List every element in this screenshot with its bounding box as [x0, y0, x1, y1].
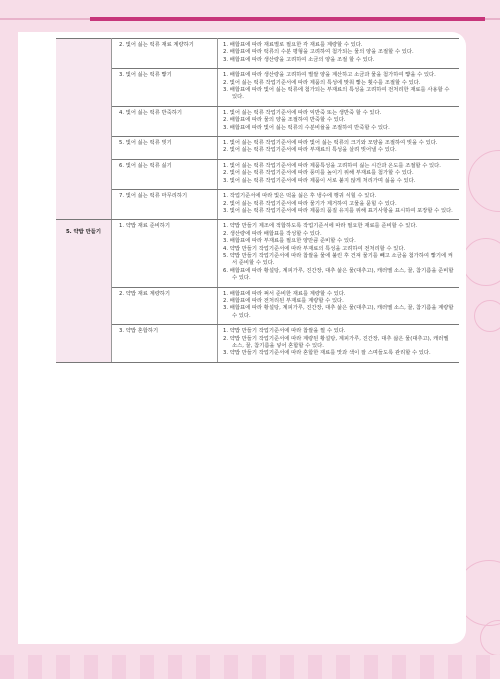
table-row — [56, 220, 459, 287]
criteria-cell — [218, 39, 460, 69]
criteria-item: 1. 배합표에 따라 생산량을 고려하여 별쌀 양을 계산하고 소금과 물을 첨가하여 빻을 수 있다. — [223, 72, 436, 79]
task-cell — [112, 159, 218, 189]
unit-name — [60, 42, 107, 48]
criteria-cell — [218, 287, 460, 325]
criteria-item: 1. 약밥 만들기 제조에 적합하도록 작업기준서에 따라 필요한 재료를 준비할 수 있다. — [223, 223, 418, 230]
task-name: 1. 약밥 재료 준비하기 — [119, 223, 171, 230]
task-cell — [112, 39, 218, 69]
task-cell — [112, 325, 218, 363]
task-name: 3. 빛어 싫는 떡류 빻기 — [119, 72, 172, 79]
bottom-pattern-band — [0, 655, 500, 679]
unit-cell — [56, 39, 112, 220]
criteria-item: 2. 배합표에 따라 떡류의 수분 평형을 고려하여 첨가되는 물의 양을 조절할 수 있다. — [223, 49, 414, 56]
criteria-item: 3. 배합표에 따라 빛어 싫는 떡류의 수분비율을 조절하여 반죽할 수 있다. — [223, 124, 390, 131]
criteria-item: 2. 빛어 싫는 떡류 작업기준서에 따라 물기가 제거하여 고물을 묻힐 수 있다. — [223, 200, 397, 207]
table-row — [56, 287, 459, 325]
criteria-item: 2. 빛어 싫는 떡류 작업기준서에 따라 풍미를 높이기 위해 부재료를 첨가할 수 있다. — [223, 170, 414, 177]
table-row — [56, 39, 459, 69]
criteria-cell — [218, 220, 460, 287]
table-row — [56, 159, 459, 189]
task-name: 5. 빛어 싫는 떡류 빚기 — [119, 140, 172, 147]
criteria-item: 2. 빛어 싫는 떡류 작업기준서에 따라 부재료의 특성을 살려 빚어낼 수 있다. — [223, 147, 397, 154]
criteria-item: 2. 빛어 싫는 떡류 작업기준서에 따라 제품의 특성에 맞춰 빻는 횟수를 조절할 수 있다. — [223, 79, 421, 86]
task-name: 7. 빛어 싫는 떡류 마무리하기 — [119, 193, 188, 200]
task-name: 6. 빛어 싫는 떡류 싫기 — [119, 162, 172, 169]
table-row — [56, 69, 459, 107]
task-name: 2. 약밥 재료 계량하기 — [119, 290, 171, 297]
criteria-item: 1. 배합표에 따라 재료별로 필요한 각 재료를 계량할 수 있다. — [223, 42, 363, 48]
page-sheet — [18, 32, 466, 644]
competency-table — [56, 38, 459, 363]
criteria-item: 1. 작업기준서에 따라 빛은 떡을 싫은 후 냉수에 행궈 식힐 수 있다. — [223, 193, 377, 200]
task-name: 3. 약밥 혼합하기 — [119, 328, 159, 335]
criteria-item: 3. 배합표에 따라 부재료를 필요한 양만큼 준비할 수 있다. — [223, 238, 356, 245]
criteria-item: 4. 약밥 만들기 작업기준서에 따라 부재료의 특성을 고려하여 전처리할 수 있다. — [223, 245, 406, 252]
table-row — [56, 325, 459, 363]
criteria-item: 6. 배합표에 따라 황설탕, 계피가루, 진간장, 대추 삶은 물(대추고), 캐러멜 소스, 꿀, 참기름을 준비할 수 있다. — [223, 267, 454, 282]
criteria-item: 1. 빛어 싫는 떡류 작업기준서에 따라 제품특성을 고려하여 싫는 시간과 온도를 조절할 수 있다. — [223, 162, 441, 169]
criteria-cell — [218, 325, 460, 363]
criteria-item: 5. 약밥 만들기 작업기준서에 따라 찹쌀을 물에 불린 후 건져 물기를 빼고 소금을 첨가하여 빻기에 켜서 준비할 수 있다. — [223, 252, 453, 267]
task-cell — [112, 137, 218, 160]
task-cell — [112, 220, 218, 287]
decorative-circle — [468, 150, 500, 212]
criteria-item: 2. 배합표에 따라 전처리된 부재료를 계량할 수 있다. — [223, 297, 344, 304]
table-row — [56, 137, 459, 160]
criteria-item: 1. 빛어 싫는 떡류 작업기준서에 따라 빛어 싫는 떡류의 크기와 모양을 조절하여 빚을 수 있다. — [223, 140, 438, 147]
task-cell — [112, 190, 218, 220]
task-cell — [112, 106, 218, 136]
task-name: 4. 빛어 싫는 떡류 반죽하기 — [119, 109, 182, 116]
decorative-circle — [462, 238, 500, 286]
criteria-item: 3. 빛어 싫는 떡류 작업기준서에 따라 제품이 서로 붙지 않게 처리가며 싫을 수 있다. — [223, 177, 416, 184]
criteria-item: 1. 빛어 싫는 떡류 작업기준서에 따라 익반죽 또는 생반죽 할 수 있다. — [223, 109, 382, 116]
task-cell — [112, 69, 218, 107]
table-row — [56, 190, 459, 220]
criteria-item: 3. 약밥 만들기 작업기준서에 따라 혼합한 재료를 맛과 색이 잘 스며들도록 관리할 수 있다. — [223, 350, 431, 357]
criteria-cell — [218, 159, 460, 189]
criteria-cell — [218, 190, 460, 220]
criteria-item: 2. 배합표에 따라 물의 양을 조절하여 반죽할 수 있다. — [223, 117, 346, 124]
criteria-item: 3. 배합표에 따라 황설탕, 계피가루, 진간장, 대추 삶은 물(대추고), 캐러멜 소스, 꿀, 참기름을 계량할 수 있다. — [223, 305, 454, 319]
criteria-item: 1. 배합표에 따라 쪄서 준비한 재료를 계량할 수 있다. — [223, 290, 346, 297]
criteria-item: 3. 배합표에 따라 빛어 싫는 떡류에 첨가되는 부재료의 특성을 고려하여 전처리한 재료를 사용할 수 있다. — [223, 87, 450, 101]
criteria-cell — [218, 69, 460, 107]
criteria-item: 2. 약밥 만들기 작업기준서에 따라 계량된 황설탕, 계피가루, 진간장, 대추 삶은 물(대추고), 캐러멜 소스, 꿀, 참기름을 넣어 혼합할 수 있다. — [223, 335, 449, 349]
criteria-item: 2. 생산량에 따라 배합표를 작성할 수 있다. — [223, 230, 322, 237]
table-row — [56, 106, 459, 136]
task-cell — [112, 287, 218, 325]
criteria-item: 3. 배합표에 따라 생산량을 고려하여 소금의 양을 조절 할 수 있다. — [223, 56, 375, 63]
unit-name: 5. 약밥 만들기 — [66, 229, 101, 236]
top-accent-bar — [90, 17, 485, 21]
task-name: 2. 빛어 싫는 떡류 재료 계량하기 — [119, 42, 194, 48]
criteria-cell — [218, 106, 460, 136]
criteria-item: 3. 빛어 싫는 떡류 작업기준서에 따라 제품의 품질 유지를 위해 표기사항을 표시하여 포장할 수 있다. — [223, 207, 453, 214]
criteria-cell — [218, 137, 460, 160]
unit-cell — [56, 220, 112, 363]
decorative-circle — [474, 300, 500, 332]
criteria-item: 1. 약밥 만들기 작업기준서에 따라 찹쌀을 찔 수 있다. — [223, 328, 346, 335]
